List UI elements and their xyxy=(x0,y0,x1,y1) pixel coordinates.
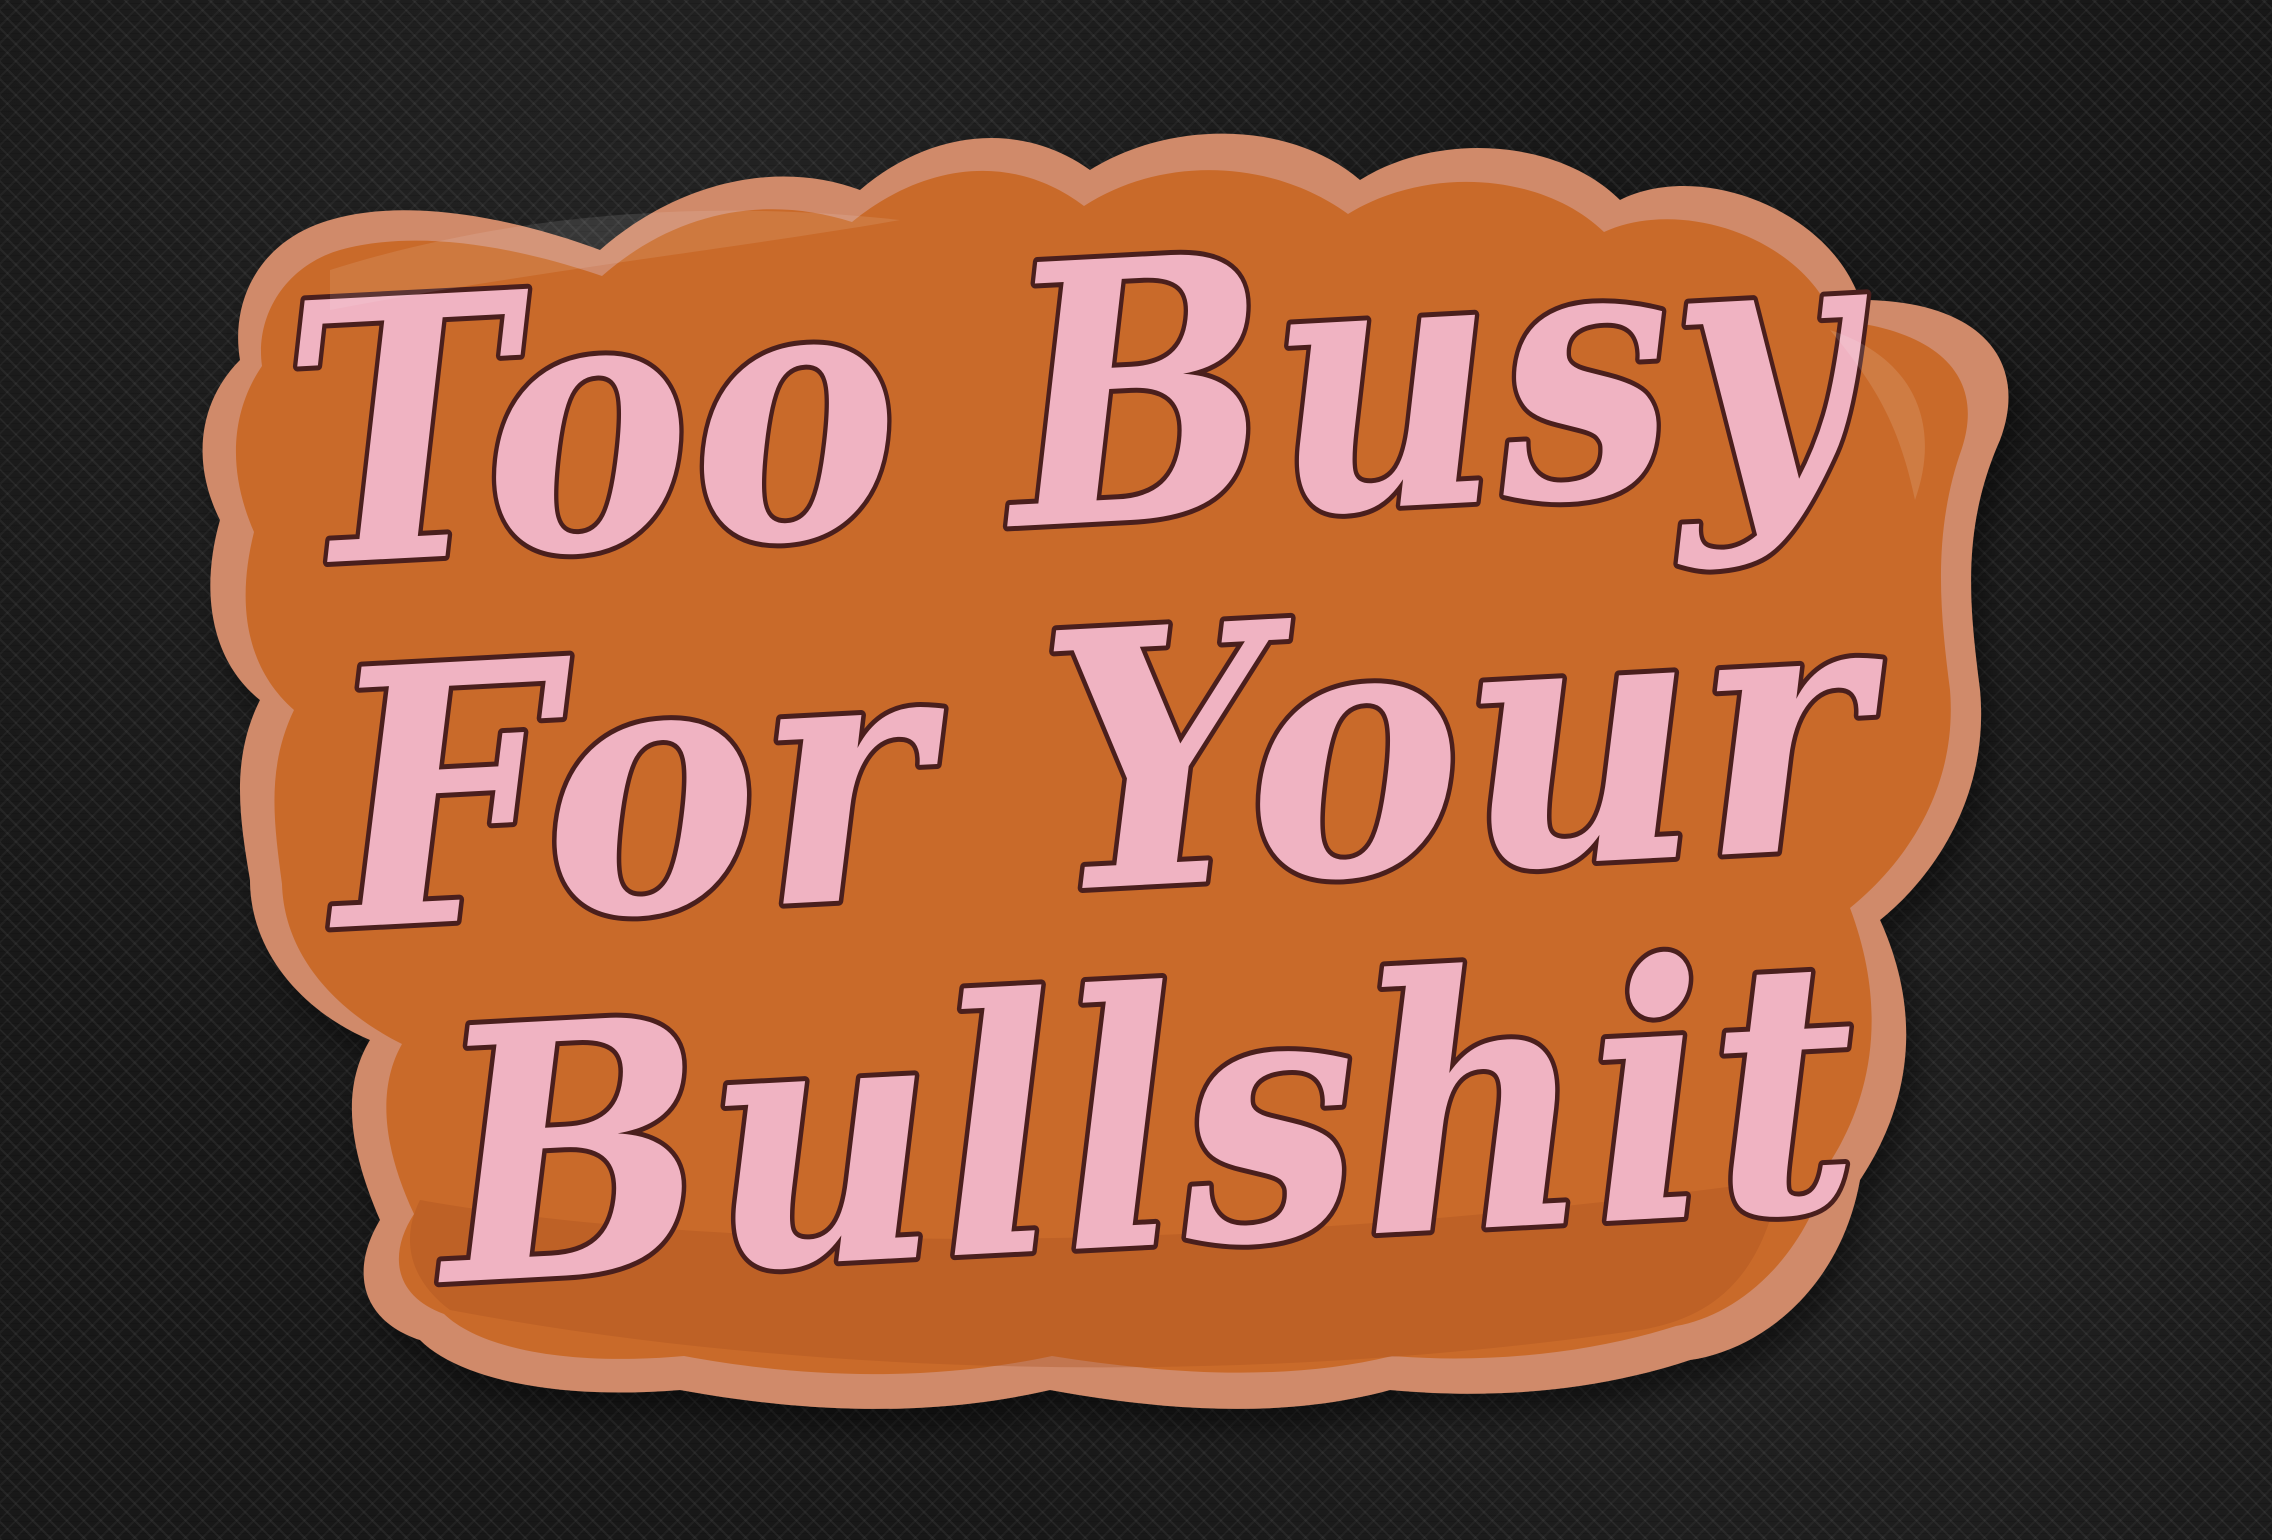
pin-line-bullshit: Bullshit xyxy=(428,870,2027,1365)
pin-lettering xyxy=(275,130,2122,1370)
pin-line-for-your: For Your xyxy=(319,505,2040,1011)
pin-line-too-busy: Too Busy xyxy=(275,130,2122,649)
